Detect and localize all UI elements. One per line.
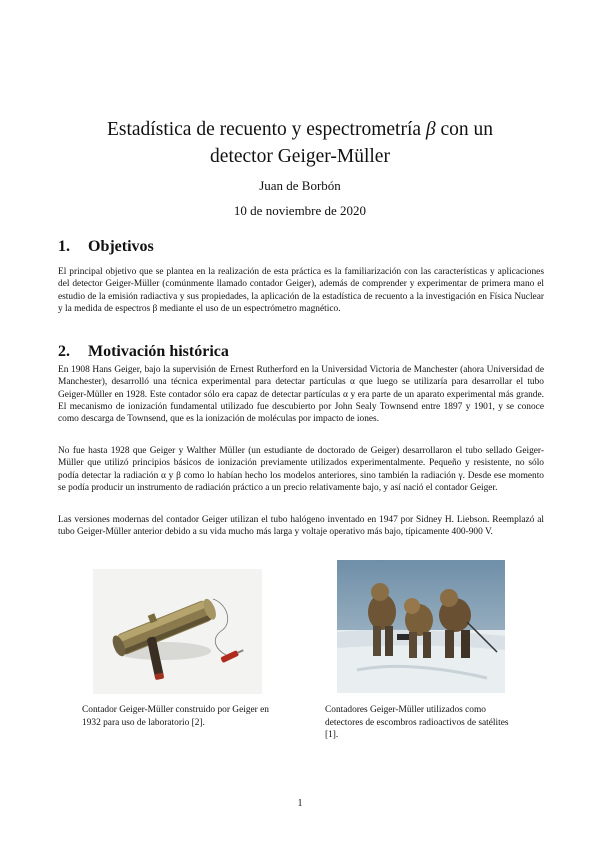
document-title — [60, 116, 540, 170]
title-line1: Estadística de recuento y espectrometría — [106, 119, 422, 140]
page-number: 1 — [297, 798, 303, 809]
figure-geiger-counter-photo — [93, 569, 262, 694]
figure-2-caption: Contadores Geiger-Müller utilizados como detectores de escombros radioactivos de satélites [1]. — [325, 705, 509, 740]
section-heading-objetivos: 1. Objetivos — [58, 238, 154, 255]
paragraph-objetivos: El principal objetivo que se plantea en la realización de esta práctica es la familiarización con las características y aplicaciones del detector Geiger-Müller (comúnmente llamado contador Geiger), además de comprender y experimentar de primera mano el estudio de la emisión radiactiva y sus propiedades, la aplicación de la estadística de recuento a la investigación en Física Nuclear y la medida de espectros β mediante el uso de un espectrómetro magnético. — [58, 267, 544, 314]
paragraph-motivacion-1: En 1908 Hans Geiger, bajo la supervisión de Ernest Rutherford en la Universidad Victoria de Manchester (ahora Universidad de Manchester), desarrolló una técnica experimental para detectar partículas α que luego se utilizaría para desarrollar el tubo Geiger-Müller en 1928. Este contador sólo era capaz de detectar partículas α y era parte de un aparato experimental más grande. El mecanismo de ionización fundamental utilizado fue descubierto por John Sealy Townsend entre 1897 y 1901, y se conoce como descarga de Townsend, que es la ionización de moléculas por impacto de iones. — [58, 365, 544, 424]
snow-field-illustration — [337, 560, 505, 693]
title-beta-symbol: β — [425, 119, 436, 140]
paragraph-motivacion-3: Las versiones modernas del contador Geiger utilizan el tubo halógeno inventado en 1947 por Sidney H. Liebson. Reemplazó al tubo Geiger-Müller anterior debido a su vida mucho más larga y voltaje operativo más bajo, típicamente 400-900 V. — [58, 515, 544, 538]
title-line2: detector Geiger-Müller — [210, 146, 390, 167]
title-line1-end: con un — [440, 119, 494, 140]
geiger-tube-illustration — [93, 569, 262, 694]
figure-1-caption: Contador Geiger-Müller construido por Geiger en 1932 para uso de laboratorio [2]. — [82, 705, 269, 728]
date: 10 de noviembre de 2020 — [233, 203, 367, 218]
paragraph-motivacion-2: No fue hasta 1928 que Geiger y Walther Müller (un estudiante de doctorado de Geiger) desarrollaron el tubo sellado Geiger-Müller que utilizó principios básicos de ionización previamente utilizados experimentalmente. Pequeño y resistente, no sólo podía detectar la radiación α y β como lo habían hecho los modelos anteriores, sino también la radiación γ. Desde ese momento se podía producir un instrumento de radiación práctico a un precio relativamente bajo, y así nació el contador Geiger. — [58, 446, 544, 493]
section-heading-motivacion: 2. Motivación histórica — [58, 343, 229, 360]
figure-field-detectors-photo — [337, 560, 505, 693]
author: Juan de Borbón — [259, 178, 341, 193]
